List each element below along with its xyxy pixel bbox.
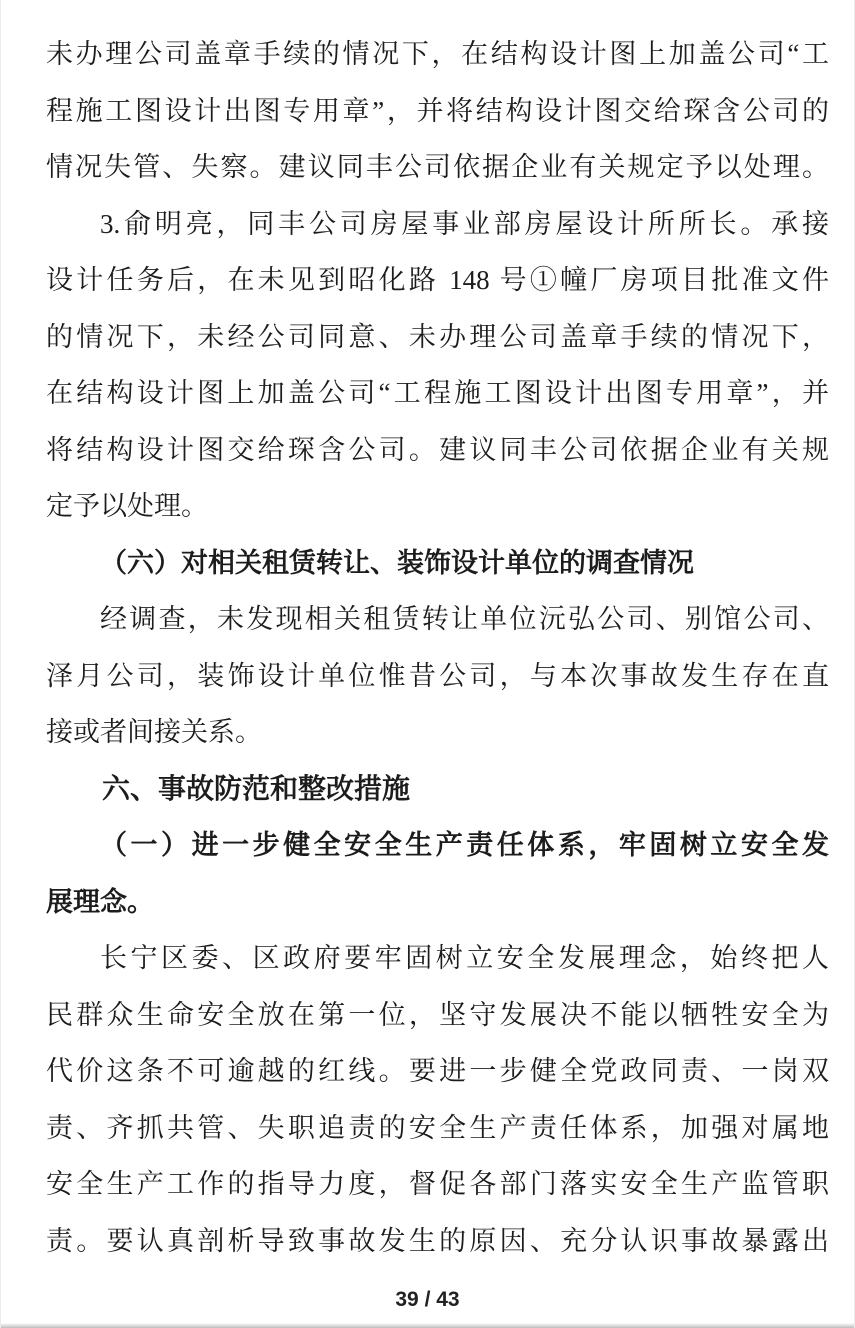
text-line: 情况失管、失察。建议同丰公司依据企业有关规定予以处理。 [46,152,829,182]
text-line: 3.俞明亮，同丰公司房屋事业部房屋设计所所长。承接 [100,208,829,239]
text-line: 责。要认真剖析导致事故发生的原因、充分认识事故暴露出 [46,1225,829,1256]
text-line: 设计任务后，在未见到昭化路 148 号①幢厂房项目批准文件 [46,265,829,295]
text-line: 在结构设计图上加盖公司“工程施工图设计出图专用章”，并 [46,378,829,408]
text-line: 定予以处理。 [46,491,208,521]
text-line: 将结构设计图交给琛含公司。建议同丰公司依据企业有关规 [46,434,829,465]
text-line: 六、事故防范和整改措施 [102,772,411,804]
document-body [46,26,829,1269]
text-line: 代价这条不可逾越的红线。要进一步健全党政同责、一岗双 [46,1056,829,1086]
page-number-indicator: 39 / 43 [395,1288,460,1311]
text-line: 责、齐抓共管、失职追责的安全生产责任体系，加强对属地 [46,1112,829,1143]
text-line: 安全生产工作的指导力度，督促各部门落实安全生产监管职 [46,1169,829,1199]
text-line: 未办理公司盖章手续的情况下，在结构设计图上加盖公司“工 [46,39,829,69]
text-line: （一）进一步健全安全生产责任体系，牢固树立安全发 [100,830,829,860]
text-line: 程施工图设计出图专用章”，并将结构设计图交给琛含公司的 [46,95,829,126]
page-bottom-edge [1,1323,854,1328]
text-line: 经调查，未发现相关租赁转让单位沅弘公司、别馆公司、 [100,604,829,634]
text-line: 展理念。 [46,886,154,917]
text-line: 接或者间接关系。 [46,717,262,747]
text-line: 的情况下，未经公司同意、未办理公司盖章手续的情况下， [46,321,829,352]
text-line: 长宁区委、区政府要牢固树立安全发展理念，始终把人 [100,943,829,973]
text-line: （六）对相关租赁转让、装饰设计单位的调查情况 [100,547,694,578]
text-line: 民群众生命安全放在第一位，坚守发展决不能以牺牲安全为 [46,999,829,1030]
text-line: 泽月公司，装饰设计单位惟昔公司，与本次事故发生存在直 [46,660,829,691]
